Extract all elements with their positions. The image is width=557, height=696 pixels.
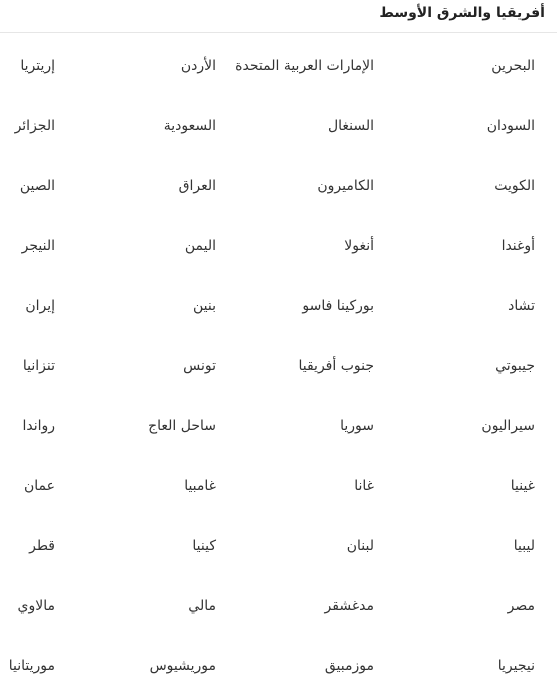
- country-link[interactable]: تنزانيا: [22, 358, 55, 374]
- country-cell: [77, 516, 237, 576]
- country-link[interactable]: موزمبيق: [324, 658, 374, 674]
- country-cell: [0, 576, 77, 636]
- country-cell: [0, 636, 77, 696]
- country-cell: [0, 216, 77, 276]
- country-cell: [397, 216, 557, 276]
- country-cell: [237, 336, 397, 396]
- country-link[interactable]: لبنان: [346, 538, 374, 554]
- country-cell: [397, 456, 557, 516]
- country-link[interactable]: جنوب أفريقيا: [298, 358, 374, 374]
- country-cell: [0, 516, 77, 576]
- country-link[interactable]: موريتانيا: [8, 658, 55, 674]
- country-link[interactable]: إيران: [25, 298, 55, 314]
- country-cell: [397, 516, 557, 576]
- country-cell: [77, 156, 237, 216]
- country-cell: [77, 456, 237, 516]
- country-link[interactable]: تشاد: [508, 298, 535, 314]
- country-link[interactable]: جيبوتي: [495, 358, 535, 374]
- country-link[interactable]: السودان: [486, 118, 535, 134]
- country-cell: [237, 276, 397, 336]
- country-link[interactable]: سوريا: [340, 418, 374, 434]
- country-grid: [0, 36, 557, 685]
- country-cell: [0, 396, 77, 456]
- country-cell: [237, 36, 397, 96]
- country-cell: [237, 576, 397, 636]
- country-link[interactable]: نيجيريا: [497, 658, 535, 674]
- country-link[interactable]: غانا: [354, 478, 374, 494]
- country-link[interactable]: سيراليون: [481, 418, 535, 434]
- country-link[interactable]: الصين: [19, 178, 55, 194]
- country-cell: [237, 216, 397, 276]
- country-cell: [397, 336, 557, 396]
- country-link[interactable]: عمان: [24, 478, 55, 494]
- country-cell: [77, 276, 237, 336]
- country-link[interactable]: قطر: [29, 538, 55, 554]
- country-cell: [397, 396, 557, 456]
- country-link[interactable]: السعودية: [163, 118, 216, 134]
- country-cell: [397, 636, 557, 696]
- country-cell: [0, 96, 77, 156]
- country-link[interactable]: مالاوي: [17, 598, 55, 614]
- country-cell: [0, 36, 77, 96]
- country-link[interactable]: بوركينا فاسو: [302, 298, 374, 314]
- country-cell: [77, 36, 237, 96]
- country-link[interactable]: موريشيوس: [149, 658, 216, 674]
- country-link[interactable]: الجزائر: [14, 118, 55, 134]
- country-link[interactable]: الأردن: [180, 58, 216, 74]
- country-cell: [237, 156, 397, 216]
- country-link[interactable]: كينيا: [192, 538, 216, 554]
- country-cell: [237, 456, 397, 516]
- country-link[interactable]: رواندا: [22, 418, 55, 434]
- country-link[interactable]: الكاميرون: [317, 178, 374, 194]
- country-link[interactable]: أنغولا: [344, 238, 374, 254]
- country-link[interactable]: اليمن: [184, 238, 216, 254]
- country-cell: [77, 636, 237, 696]
- country-link[interactable]: إريتريا: [20, 58, 55, 74]
- country-cell: [0, 156, 77, 216]
- country-link[interactable]: ساحل العاج: [148, 418, 216, 434]
- country-cell: [77, 576, 237, 636]
- country-link[interactable]: السنغال: [327, 118, 374, 134]
- country-cell: [0, 456, 77, 516]
- country-link[interactable]: مدغشقر: [324, 598, 374, 614]
- country-link[interactable]: ليبيا: [513, 538, 535, 554]
- region-title: أفريقيا والشرق الأوسط: [379, 5, 545, 21]
- country-cell: [397, 276, 557, 336]
- country-link[interactable]: الكويت: [494, 178, 535, 194]
- country-cell: [77, 216, 237, 276]
- country-link[interactable]: مالي: [188, 598, 216, 614]
- country-link[interactable]: بنين: [192, 298, 216, 314]
- country-link[interactable]: العراق: [178, 178, 216, 194]
- country-cell: [0, 336, 77, 396]
- country-cell: [237, 636, 397, 696]
- country-cell: [77, 96, 237, 156]
- country-cell: [77, 396, 237, 456]
- country-cell: [397, 156, 557, 216]
- country-cell: [77, 336, 237, 396]
- country-link[interactable]: البحرين: [491, 58, 535, 74]
- country-cell: [237, 396, 397, 456]
- region-header: [0, 0, 557, 33]
- country-cell: [237, 96, 397, 156]
- country-link[interactable]: أوغندا: [501, 238, 535, 254]
- country-link[interactable]: غامبيا: [184, 478, 216, 494]
- country-link[interactable]: النيجر: [21, 238, 55, 254]
- country-cell: [397, 36, 557, 96]
- country-link[interactable]: الإمارات العربية المتحدة: [235, 58, 374, 74]
- country-cell: [237, 516, 397, 576]
- country-cell: [0, 276, 77, 336]
- country-link[interactable]: تونس: [183, 358, 216, 374]
- country-cell: [397, 96, 557, 156]
- country-link[interactable]: مصر: [507, 598, 535, 614]
- country-link[interactable]: غينيا: [510, 478, 535, 494]
- country-cell: [397, 576, 557, 636]
